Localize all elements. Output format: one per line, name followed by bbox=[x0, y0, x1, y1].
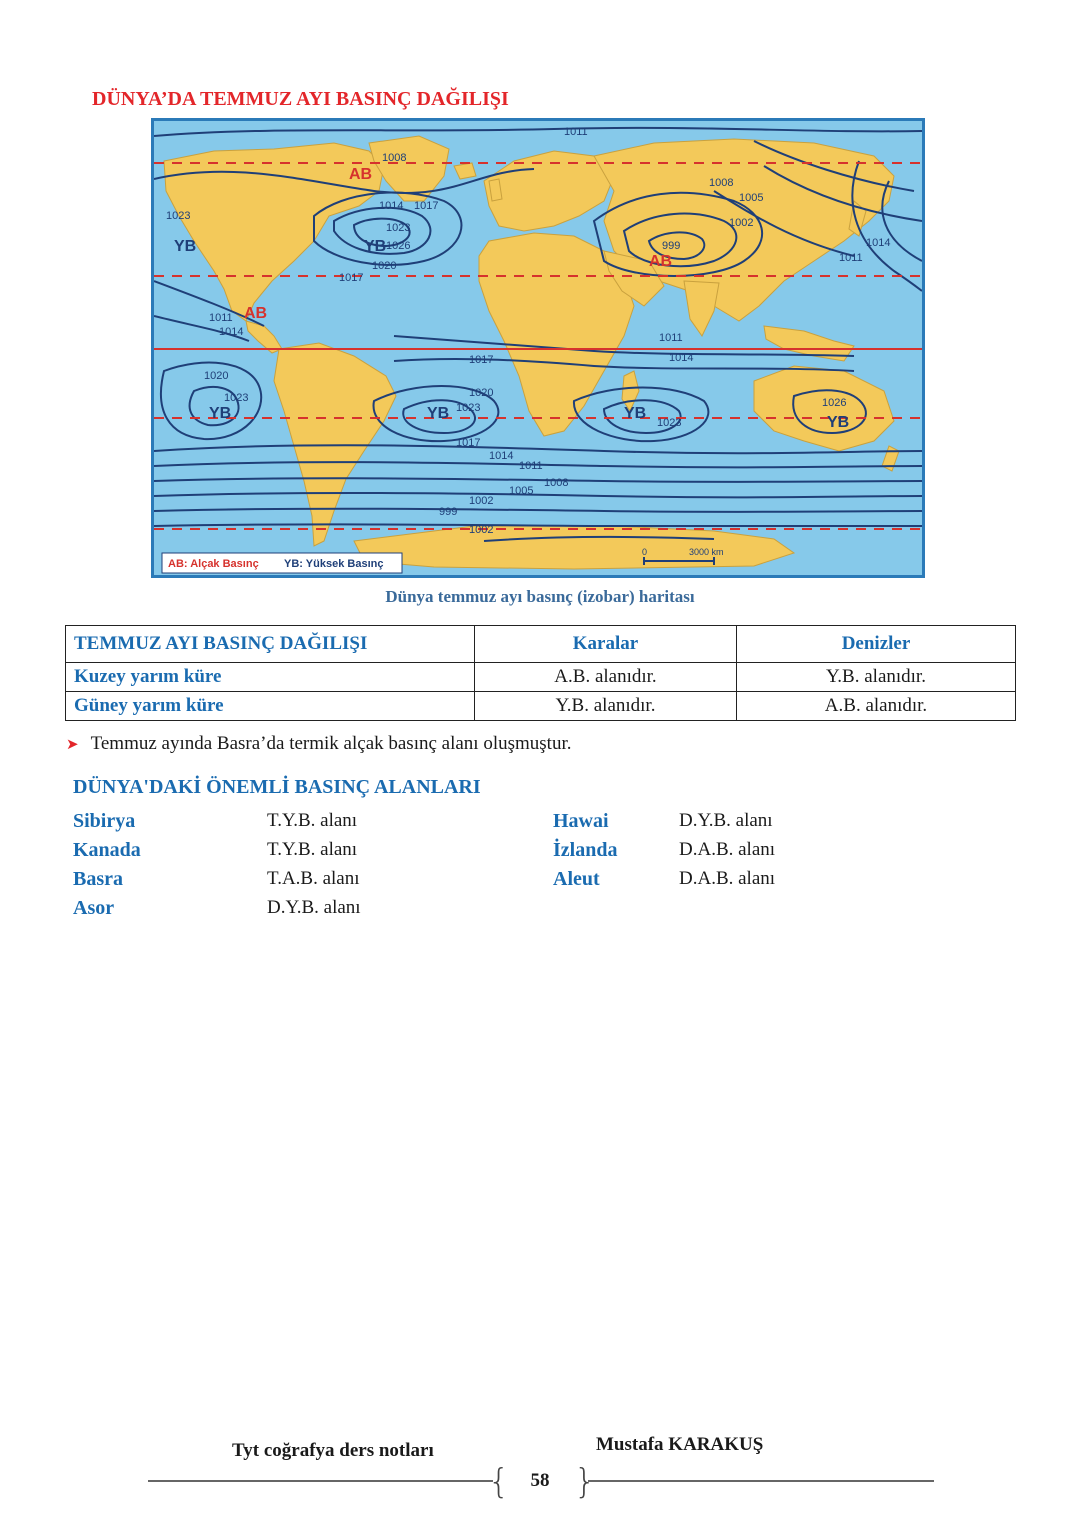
area-value: D.Y.B. alanı bbox=[679, 810, 773, 831]
center-yb: YB bbox=[174, 238, 197, 255]
isobar-label: 1014 bbox=[489, 450, 514, 462]
isobar-label: 1011 bbox=[659, 332, 683, 344]
note-text: Temmuz ayında Basra’da termik alçak basınç alanı oluşmuştur. bbox=[90, 733, 572, 754]
page-number: 58 bbox=[530, 1470, 550, 1491]
footer-divider bbox=[148, 1480, 493, 1482]
isobar-label: 1008 bbox=[709, 177, 734, 189]
page-title: DÜNYA’DA TEMMUZ AYI BASINÇ DAĞILIŞI bbox=[92, 88, 509, 110]
list-item bbox=[553, 839, 953, 868]
isobar-label: 1005 bbox=[739, 192, 764, 204]
list-item bbox=[73, 810, 493, 839]
isobar-label: 1017 bbox=[456, 437, 481, 449]
center-ab: AB bbox=[649, 253, 673, 270]
table-row bbox=[66, 663, 1016, 692]
areas-left-list bbox=[73, 810, 493, 926]
svg-text:3000 km: 3000 km bbox=[689, 547, 724, 557]
section-title: DÜNYA'DAKİ ÖNEMLİ BASINÇ ALANLARI bbox=[73, 776, 481, 798]
footer-author: Mustafa KARAKUŞ bbox=[596, 1434, 764, 1455]
center-yb: YB bbox=[427, 405, 450, 422]
header-cell: Karalar bbox=[475, 626, 737, 663]
note-bullet bbox=[66, 733, 572, 755]
area-name: Aleut bbox=[553, 868, 600, 890]
legend-ab: AB: Alçak Basınç bbox=[168, 558, 259, 570]
pressure-table bbox=[65, 625, 1016, 721]
map-svg bbox=[154, 121, 922, 575]
isobar-label: 1023 bbox=[224, 392, 249, 404]
isobar-label: 1023 bbox=[657, 417, 682, 429]
area-value: T.A.B. alanı bbox=[267, 868, 360, 889]
map-legend bbox=[162, 553, 402, 573]
right-brace-icon: } bbox=[574, 1462, 596, 1502]
table-row bbox=[66, 692, 1016, 721]
footer-divider bbox=[588, 1480, 934, 1482]
legend-yb: YB: Yüksek Basınç bbox=[284, 558, 384, 570]
area-value: T.Y.B. alanı bbox=[267, 810, 358, 831]
isobar-label: 1014 bbox=[669, 352, 694, 364]
isobar-label: 1023 bbox=[386, 222, 411, 234]
table-header-row bbox=[66, 626, 1016, 663]
area-value: D.A.B. alanı bbox=[679, 868, 776, 889]
list-item bbox=[73, 839, 493, 868]
cell-karalar: Y.B. alanıdır. bbox=[475, 692, 737, 721]
center-ab: AB bbox=[244, 305, 268, 322]
svg-text:0: 0 bbox=[642, 547, 648, 557]
isobar-label: 1026 bbox=[386, 240, 411, 252]
area-name: Asor bbox=[73, 897, 115, 919]
arrow-bullet-icon: ➤ bbox=[66, 737, 79, 753]
isobar-label: 1017 bbox=[414, 200, 439, 212]
list-item bbox=[73, 897, 493, 926]
isobar-label: 999 bbox=[439, 506, 458, 518]
isobar-label: 1023 bbox=[456, 402, 481, 414]
footer-course: Tyt coğrafya ders notları bbox=[232, 1440, 434, 1461]
isobar-label: 1014 bbox=[379, 200, 404, 212]
isobar-label: 1008 bbox=[382, 152, 407, 164]
area-value: T.Y.B. alanı bbox=[267, 839, 358, 860]
isobar-label: 1020 bbox=[469, 387, 494, 399]
isobar-label: 1011 bbox=[209, 312, 233, 324]
list-item bbox=[73, 868, 493, 897]
isobar-label: 1014 bbox=[219, 326, 244, 338]
isobar-label: 1011 bbox=[839, 252, 863, 264]
center-yb: YB bbox=[364, 238, 387, 255]
isobar-label: 1011 bbox=[564, 126, 588, 138]
center-yb: YB bbox=[827, 414, 850, 431]
area-name: Basra bbox=[73, 868, 123, 890]
pressure-map bbox=[151, 118, 925, 578]
area-name: Hawai bbox=[553, 810, 609, 832]
isobar-label: 999 bbox=[662, 240, 681, 252]
isobar-label: 1023 bbox=[166, 210, 191, 222]
isobar-label: 1011 bbox=[519, 460, 543, 472]
row-label: Kuzey yarım küre bbox=[66, 663, 475, 692]
list-item bbox=[553, 868, 953, 897]
area-name: Kanada bbox=[73, 839, 141, 861]
isobar-label: 1002 bbox=[729, 217, 754, 229]
list-item bbox=[553, 810, 953, 839]
cell-denizler: A.B. alanıdır. bbox=[737, 692, 1016, 721]
left-brace-icon: { bbox=[488, 1462, 510, 1502]
header-cell: Denizler bbox=[737, 626, 1016, 663]
isobar-label: 1017 bbox=[469, 354, 494, 366]
center-ab: AB bbox=[349, 166, 373, 183]
isobar-label: 1005 bbox=[509, 485, 534, 497]
map-caption: Dünya temmuz ayı basınç (izobar) haritası bbox=[385, 587, 695, 606]
area-name: İzlanda bbox=[553, 839, 618, 861]
isobar-label: 1002 bbox=[469, 495, 494, 507]
area-name: Sibirya bbox=[73, 810, 136, 832]
area-value: D.A.B. alanı bbox=[679, 839, 776, 860]
area-value: D.Y.B. alanı bbox=[267, 897, 361, 918]
isobar-label: 1008 bbox=[544, 477, 569, 489]
cell-denizler: Y.B. alanıdır. bbox=[737, 663, 1016, 692]
row-label: Güney yarım küre bbox=[66, 692, 475, 721]
isobar-label: 1002 bbox=[469, 524, 494, 536]
areas-right-list bbox=[553, 810, 953, 897]
isobar-label: 1017 bbox=[339, 272, 364, 284]
header-cell: TEMMUZ AYI BASINÇ DAĞILIŞI bbox=[66, 626, 475, 663]
isobar-label: 1026 bbox=[822, 397, 847, 409]
center-yb: YB bbox=[624, 405, 647, 422]
isobar-label: 1020 bbox=[204, 370, 229, 382]
cell-karalar: A.B. alanıdır. bbox=[475, 663, 737, 692]
center-yb: YB bbox=[209, 405, 232, 422]
isobar-label: 1014 bbox=[866, 237, 891, 249]
isobar-label: 1020 bbox=[372, 260, 397, 272]
